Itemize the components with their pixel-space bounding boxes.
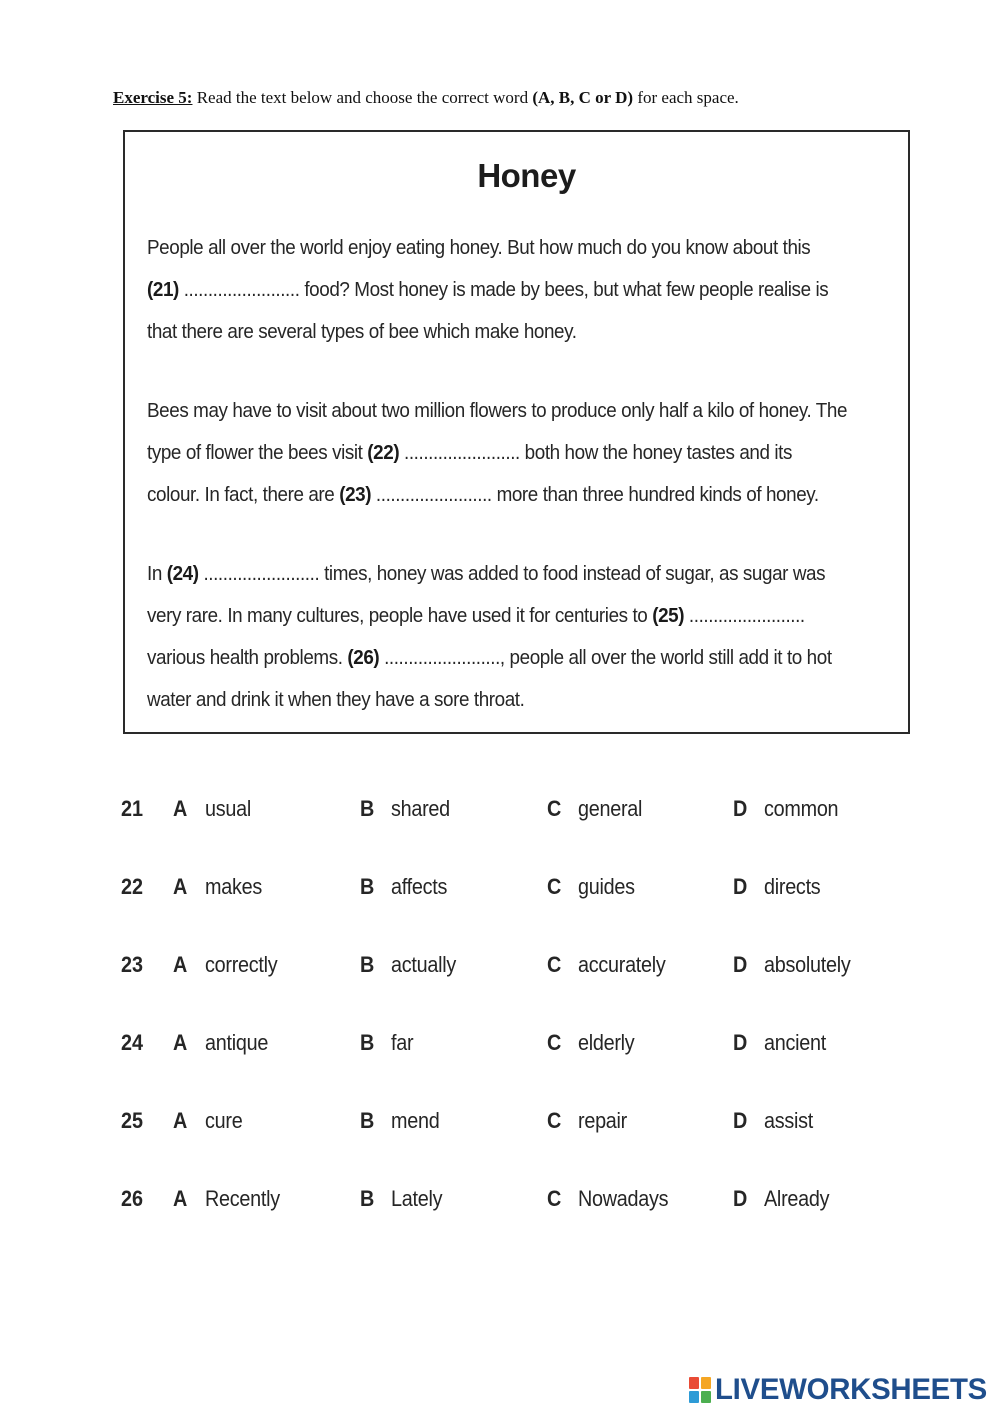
passage-line: that there are several types of bee which make honey. xyxy=(147,320,577,343)
option-word-c[interactable]: elderly xyxy=(578,1030,635,1055)
passage-paragraph xyxy=(147,553,837,721)
option-word-c[interactable]: repair xyxy=(578,1108,628,1133)
option-letter-a: A xyxy=(173,1108,188,1133)
option-word-d[interactable]: ancient xyxy=(764,1030,826,1055)
option-word-a[interactable]: usual xyxy=(205,796,251,821)
option-letter-a: A xyxy=(173,874,188,899)
liveworksheets-brand[interactable] xyxy=(689,1373,993,1407)
option-letter-b: B xyxy=(360,1108,375,1133)
option-letter-b: B xyxy=(360,1030,375,1055)
option-letter-d: D xyxy=(733,874,748,899)
option-letter-a: A xyxy=(173,952,188,977)
passage-line: type of flower the bees visit (22) ........................ both how the honey tastes and its xyxy=(147,441,793,464)
question-number: 24 xyxy=(121,1030,144,1055)
gap-number: (25) xyxy=(652,604,685,627)
option-letter-d: D xyxy=(733,796,748,821)
option-letter-a: A xyxy=(173,796,188,821)
question-row-23 xyxy=(0,952,999,992)
exercise-label: Exercise 5: xyxy=(113,88,193,107)
question-number: 22 xyxy=(121,874,144,899)
instruction-text: Read the text below and choose the correct word xyxy=(192,88,533,107)
question-number: 23 xyxy=(121,952,144,977)
option-letter-b: B xyxy=(360,796,375,821)
passage-title: Honey xyxy=(477,157,576,194)
option-letter-c: C xyxy=(547,1108,562,1133)
option-word-b[interactable]: affects xyxy=(391,874,448,899)
passage-paragraph xyxy=(147,227,837,353)
question-row-26 xyxy=(0,1186,999,1226)
option-word-b[interactable]: far xyxy=(391,1030,414,1055)
option-word-d[interactable]: directs xyxy=(764,874,821,899)
option-letter-a: A xyxy=(173,1186,188,1211)
option-letter-c: C xyxy=(547,1186,562,1211)
passage-line: various health problems. (26) ........................, people all over the world still add it to hot xyxy=(147,646,832,669)
gap-number: (22) xyxy=(367,441,400,464)
passage-line: In (24) ........................ times, honey was added to food instead of sugar, as sugar was xyxy=(147,562,826,585)
option-word-d[interactable]: Already xyxy=(764,1186,830,1211)
logo-block xyxy=(689,1377,699,1389)
option-letter-d: D xyxy=(733,952,748,977)
question-row-21 xyxy=(0,796,999,836)
option-letter-b: B xyxy=(360,952,375,977)
option-letter-b: B xyxy=(360,874,375,899)
option-word-a[interactable]: cure xyxy=(205,1108,243,1133)
question-row-25 xyxy=(0,1108,999,1148)
option-word-a[interactable]: antique xyxy=(205,1030,269,1055)
gap-number: (24) xyxy=(166,562,199,585)
option-word-d[interactable]: common xyxy=(764,796,839,821)
question-number: 21 xyxy=(121,796,144,821)
question-number: 26 xyxy=(121,1186,144,1211)
option-word-a[interactable]: Recently xyxy=(205,1186,280,1211)
question-row-22 xyxy=(0,874,999,914)
option-letter-b: B xyxy=(360,1186,375,1211)
exercise-instruction xyxy=(113,88,739,108)
option-word-d[interactable]: absolutely xyxy=(764,952,851,977)
question-row-24 xyxy=(0,1030,999,1070)
option-letter-c: C xyxy=(547,952,562,977)
question-number: 25 xyxy=(121,1108,144,1133)
option-letter-c: C xyxy=(547,874,562,899)
option-word-c[interactable]: general xyxy=(578,796,643,821)
option-letter-d: D xyxy=(733,1186,748,1211)
option-letter-d: D xyxy=(733,1030,748,1055)
option-word-a[interactable]: makes xyxy=(205,874,262,899)
passage-paragraph xyxy=(147,390,848,516)
option-word-b[interactable]: mend xyxy=(391,1108,440,1133)
logo-block xyxy=(701,1391,711,1403)
option-word-c[interactable]: accurately xyxy=(578,952,666,977)
options-hint: (A, B, C or D) xyxy=(532,88,634,107)
brand-name: LIVEWORKSHEETS xyxy=(715,1373,987,1406)
passage-line: colour. In fact, there are (23) ........................ more than three hundred kinds of honey. xyxy=(147,483,819,506)
passage-line: water and drink it when they have a sore throat. xyxy=(147,688,525,711)
option-word-c[interactable]: Nowadays xyxy=(578,1186,669,1211)
passage-line: very rare. In many cultures, people have used it for centuries to (25) ........................ xyxy=(147,604,805,627)
passage-line: (21) ........................ food? Most honey is made by bees, but what few people realise is xyxy=(147,278,829,301)
passage-line: Bees may have to visit about two million flowers to produce only half a kilo of honey. The xyxy=(147,399,848,422)
reading-passage-box xyxy=(123,130,910,734)
passage-line: People all over the world enjoy eating honey. But how much do you know about this xyxy=(147,236,811,259)
gap-number: (26) xyxy=(347,646,380,669)
option-word-a[interactable]: correctly xyxy=(205,952,278,977)
option-letter-c: C xyxy=(547,1030,562,1055)
gap-number: (23) xyxy=(339,483,372,506)
gap-number: (21) xyxy=(147,278,179,301)
liveworksheets-logo-icon xyxy=(689,1377,711,1403)
option-letter-d: D xyxy=(733,1108,748,1133)
option-word-d[interactable]: assist xyxy=(764,1108,813,1133)
option-letter-c: C xyxy=(547,796,562,821)
option-word-b[interactable]: Lately xyxy=(391,1186,443,1211)
option-word-b[interactable]: shared xyxy=(391,796,450,821)
logo-block xyxy=(701,1377,711,1389)
option-word-b[interactable]: actually xyxy=(391,952,456,977)
option-word-c[interactable]: guides xyxy=(578,874,635,899)
instruction-text-end: for each space. xyxy=(633,88,739,107)
option-letter-a: A xyxy=(173,1030,188,1055)
logo-block xyxy=(689,1391,699,1403)
